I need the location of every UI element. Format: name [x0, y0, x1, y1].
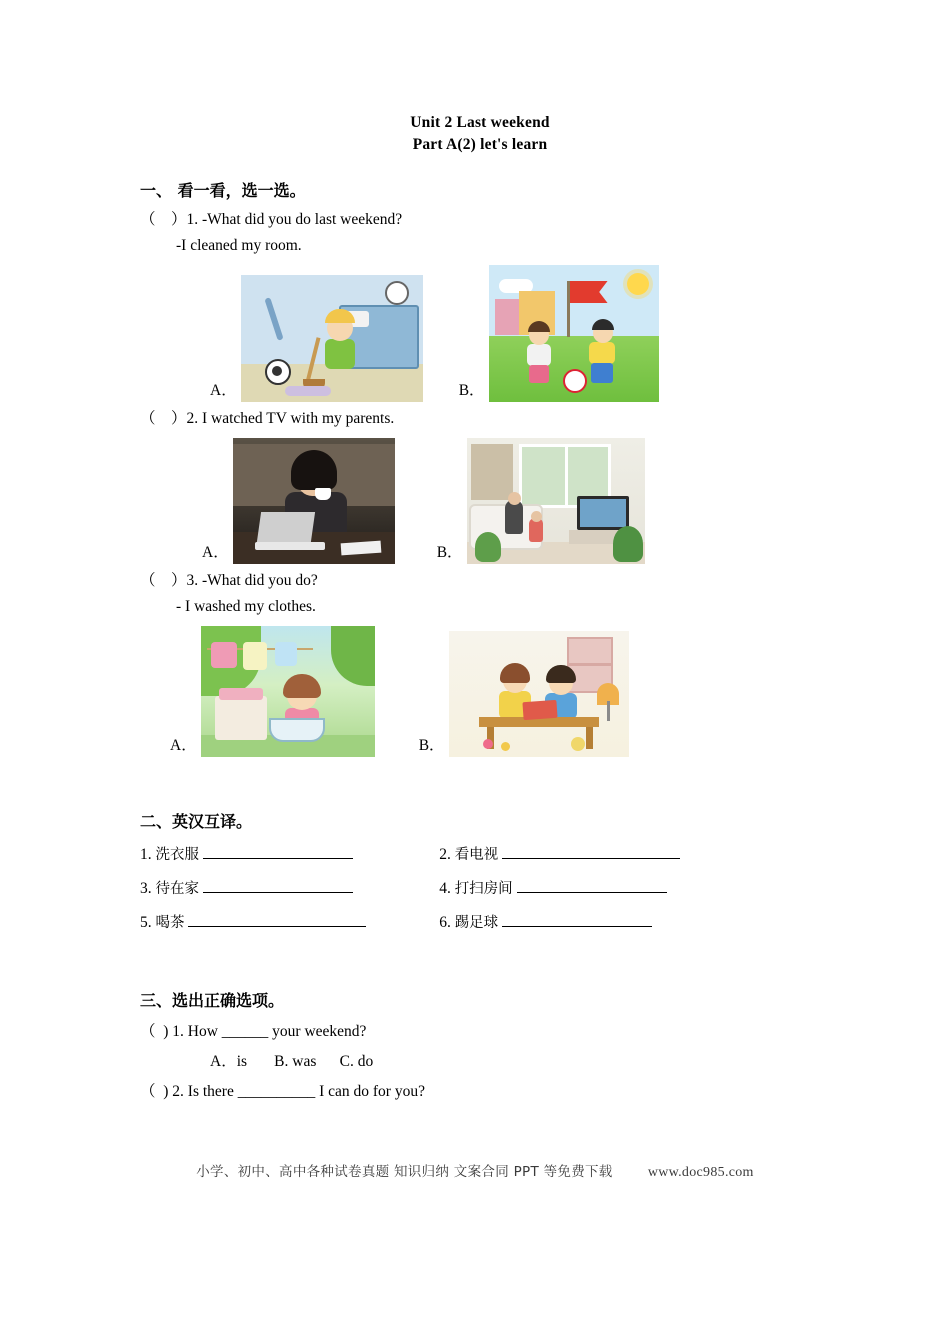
translate-item-2	[439, 838, 820, 872]
question-1-option-a-label: A．	[210, 382, 237, 399]
translate-item-1-text: 洗衣服	[155, 847, 199, 863]
document-title-line-1: Unit 2 Last weekend	[410, 114, 550, 131]
question-1-option-a[interactable]	[210, 275, 423, 402]
question-1-option-b[interactable]	[459, 265, 659, 402]
document-title-line-2: Part A(2) let's learn	[412, 136, 548, 153]
question-1-option-b-label: B．	[458, 382, 485, 399]
translate-item-1	[140, 838, 439, 872]
question-2-option-b[interactable]	[437, 438, 645, 564]
translate-item-3-text: 待在家	[155, 881, 199, 897]
page-footer	[0, 1160, 950, 1181]
section-3-question-1-options[interactable]: A．is B. was C. do	[210, 1053, 374, 1070]
translate-item-2-num: 2.	[439, 846, 451, 863]
question-2-option-b-label: B．	[436, 544, 463, 561]
question-1-prompt: （ ）1. -What did you do last weekend?	[140, 211, 403, 228]
question-2-options	[140, 438, 820, 564]
translate-item-5-blank[interactable]	[188, 912, 366, 927]
question-2	[140, 406, 820, 564]
translation-table	[140, 838, 820, 940]
translate-item-6-text: 踢足球	[454, 915, 499, 931]
section-3-heading: 三、选出正确选项。	[140, 991, 285, 1010]
question-3-subprompt: - I washed my clothes.	[176, 598, 316, 615]
document-content	[140, 112, 820, 1107]
image-boy-cleaning-room	[241, 275, 423, 402]
section-2-heading: 二、英汉互译。	[140, 812, 253, 831]
question-3-option-b-label: B．	[418, 737, 445, 754]
translate-item-5	[140, 906, 439, 940]
translate-item-6-num: 6.	[439, 914, 451, 931]
question-3-option-b[interactable]	[419, 631, 629, 757]
question-1	[140, 207, 820, 402]
footer-site[interactable]: www.doc985.com	[647, 1165, 754, 1180]
question-2-option-a[interactable]	[202, 438, 395, 564]
question-3	[140, 568, 820, 757]
table-row	[140, 906, 820, 940]
translate-item-6-blank[interactable]	[502, 912, 652, 927]
image-family-watching-tv	[467, 438, 645, 564]
translate-item-1-num: 1.	[140, 846, 152, 863]
translate-item-4	[439, 872, 820, 906]
question-2-option-a-label: A．	[202, 544, 229, 561]
translate-item-3	[140, 872, 439, 906]
translate-item-3-num: 3.	[140, 880, 152, 897]
question-2-prompt: （ ）2. I watched TV with my parents.	[140, 410, 395, 427]
question-3-option-a[interactable]	[170, 626, 375, 757]
translate-item-5-text: 喝茶	[155, 915, 185, 931]
translate-item-5-num: 5.	[140, 914, 152, 931]
footer-text: 小学、初中、高中各种试卷真题 知识归纳 文案合同 PPT 等免费下载	[196, 1164, 613, 1180]
section-1-heading: 一、 看一看，选一选。	[140, 181, 306, 200]
image-woman-with-laptop	[233, 438, 395, 564]
question-3-options	[140, 626, 820, 757]
section-3-question-1: （ ) 1. How ______ your weekend?	[140, 1023, 367, 1040]
table-row	[140, 872, 820, 906]
translate-item-2-text: 看电视	[454, 847, 499, 863]
translate-item-1-blank[interactable]	[203, 844, 353, 859]
image-children-reading	[449, 631, 629, 757]
question-3-prompt: （ ）3. -What did you do?	[140, 572, 318, 589]
section-3-question-2: （ ) 2. Is there __________ I can do for you?	[140, 1083, 425, 1100]
translate-item-4-text: 打扫房间	[454, 881, 513, 897]
image-kids-playing-football	[489, 265, 659, 402]
question-1-options	[140, 265, 820, 402]
image-girl-washing-clothes	[201, 626, 375, 757]
question-1-subprompt: -I cleaned my room.	[176, 237, 302, 254]
table-row	[140, 838, 820, 872]
translate-item-2-blank[interactable]	[502, 844, 680, 859]
translate-item-4-blank[interactable]	[517, 878, 667, 893]
question-3-option-a-label: A．	[170, 737, 197, 754]
translate-item-4-num: 4.	[439, 880, 451, 897]
translate-item-6	[439, 906, 820, 940]
translate-item-3-blank[interactable]	[203, 878, 353, 893]
